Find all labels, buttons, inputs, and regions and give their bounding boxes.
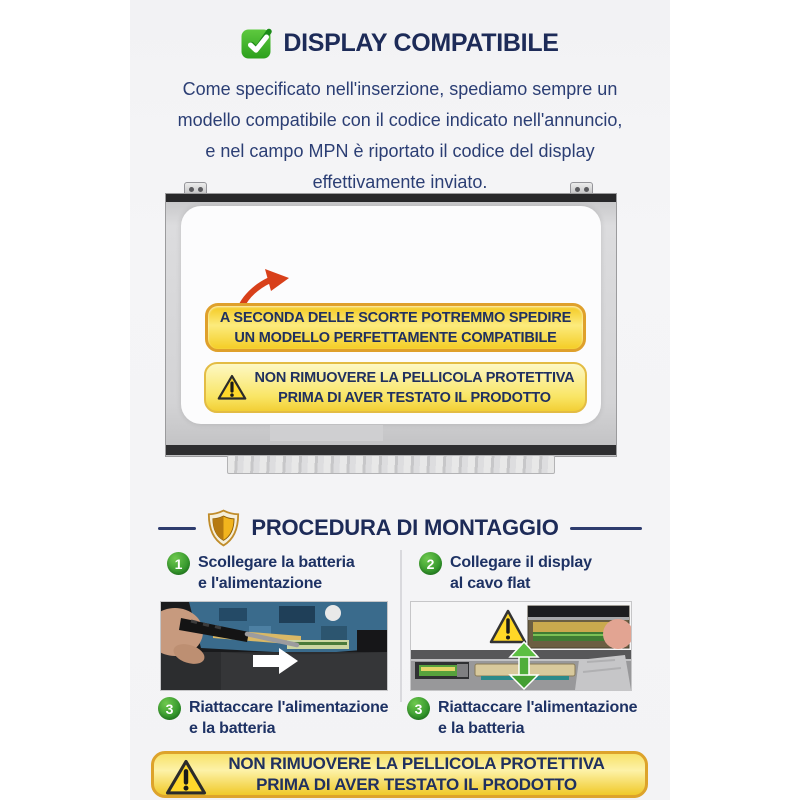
step2-photo [410, 601, 632, 691]
column-divider [400, 550, 402, 702]
step-number-badge: 3 [407, 697, 430, 720]
film-warning-line: NON RIMUOVERE LA PELLICOLA PROTETTIVA [254, 369, 575, 386]
step1-photo [160, 601, 388, 691]
film-warning-line: PRIMA DI AVER TESTATO IL PRODOTTO [278, 389, 551, 406]
panel-bottom-strip [166, 445, 616, 455]
stock-warning-line: UN MODELLO PERFETTAMENTE COMPATIBILE [234, 329, 557, 346]
procedure-header [130, 506, 670, 550]
film-warning-label [204, 362, 587, 413]
step-2 [419, 552, 592, 594]
inset-connector-photo [528, 606, 631, 649]
procedure-title: PROCEDURA DI MONTAGGIO [251, 515, 559, 540]
warning-triangle-icon [165, 759, 207, 796]
panel-top-strip [166, 194, 616, 202]
stock-warning-line: A SECONDA DELLE SCORTE POTREMMO SPEDIRE [219, 309, 572, 326]
intro-line: effettivamente inviato. [312, 172, 488, 192]
header-rule-right [570, 527, 642, 530]
warning-triangle-icon [217, 374, 247, 401]
intro-paragraph [140, 74, 660, 198]
intro-line: e nel campo MPN è riportato il codice del display [205, 141, 595, 161]
step-label: Riattaccare l'alimentazione e la batteria [189, 699, 389, 737]
step-number-badge: 2 [419, 552, 442, 575]
step-label: Collegare il display al cavo flat [450, 554, 592, 592]
header-row [130, 28, 670, 59]
footer-warning-text: NON RIMUOVERE LA PELLICOLA PROTETTIVA PRIMA DI AVER TESTATO IL PRODOTTO [228, 754, 605, 794]
steps-grid [130, 548, 670, 748]
step-number-badge: 3 [158, 697, 181, 720]
step-label: Scollegare la batteria e l'alimentazione [198, 554, 355, 592]
check-icon [241, 28, 272, 59]
panel-shading [270, 425, 383, 441]
step-label: Riattaccare l'alimentazione e la batteria [438, 699, 638, 737]
step-3-right [407, 697, 637, 739]
step-number-badge: 1 [167, 552, 190, 575]
header-rule-left [158, 527, 196, 530]
step-1 [167, 552, 355, 594]
footer-warning-banner [151, 751, 648, 798]
step-3-left [158, 697, 388, 739]
intro-line: modello compatibile con il codice indicato nell'annuncio, [177, 110, 623, 130]
stock-warning-label [205, 303, 586, 352]
page-title: DISPLAY COMPATIBILE [283, 29, 559, 57]
lcd-panel-photo [165, 182, 617, 476]
metallic-foil-tape [227, 455, 555, 474]
intro-line: Come specificato nell'inserzione, spediamo sempre un [182, 79, 618, 99]
content-column [130, 0, 670, 800]
shield-icon [207, 509, 240, 547]
